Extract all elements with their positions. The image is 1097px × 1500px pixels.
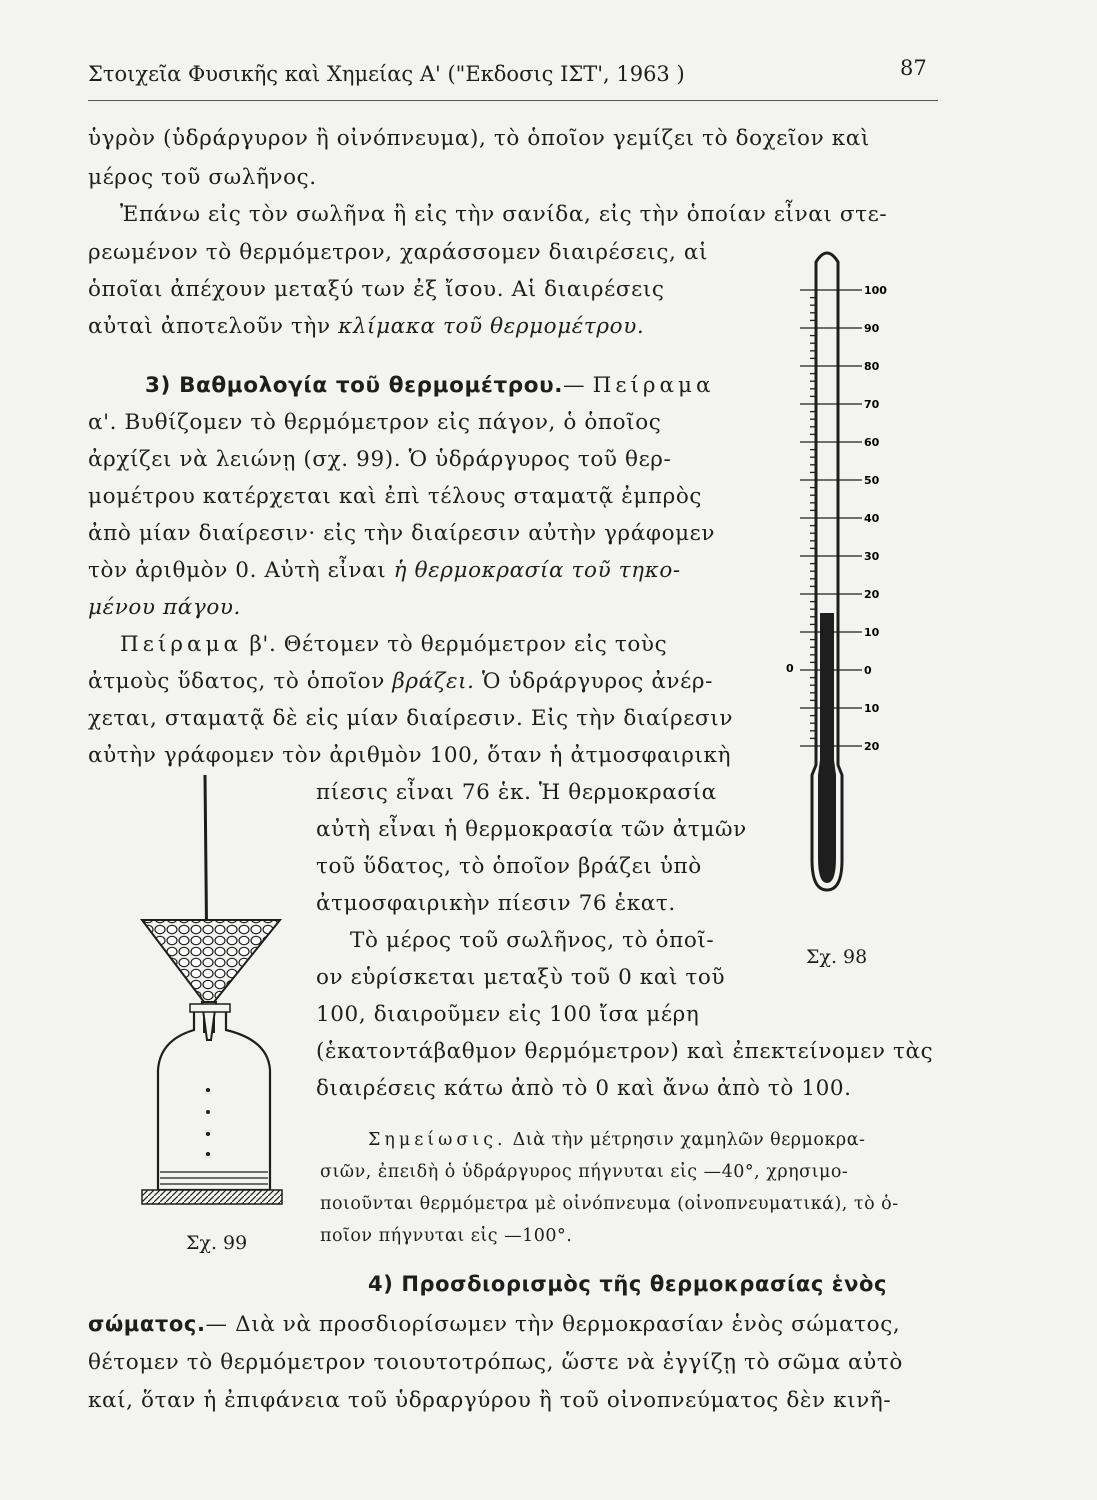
text-line: Πείραμα β'. Θέτομεν τὸ θερμόμετρον εἰς τοὺς [120,632,668,657]
scale-label: 30 [864,550,880,563]
scale-label: 0 [864,664,872,677]
text-line: ἀτμοσφαιρικὴν πίεσιν 76 ἑκατ. [316,891,676,916]
text-line: (ἑκατοντάβαθμον θερμόμετρον) καὶ ἐπεκτείνομεν τὰς [316,1039,934,1064]
scale-label: 20 [864,740,880,753]
note-line: ποιοῦνται θερμόμετρα μὲ οἰνόπνευμα (οἰνοπνευματικά), τὸ ὁ- [320,1194,899,1214]
text-line: τὸν ἀριθμὸν 0. Αὐτὴ εἶναι ἡ θερμοκρασία τοῦ τηκο- [88,558,681,583]
text-line: αὐταὶ ἀποτελοῦν τὴν κλίμακα τοῦ θερμομέτρου. [88,314,645,339]
scale-label: 90 [864,322,880,335]
scale-label: 80 [864,360,880,373]
text-line: ον εὑρίσκεται μεταξὺ τοῦ 0 καὶ τοῦ [316,965,726,990]
note-line: Σημείωσις. Διὰ τὴν μέτρησιν χαμηλῶν θερμοκρα- [368,1130,866,1150]
water-level [160,1172,268,1184]
text-line: μένου πάγου. [88,595,241,620]
text-line: μομέτρου κατέρχεται καὶ ἐπὶ τέλους σταματᾷ ἐμπρὸς [88,484,703,509]
bottle [158,1008,270,1190]
term-ice-temp: ἡ θερμοκρασία τοῦ τηκο- [393,558,681,583]
text-line: ρεωμένον τὸ θερμόμετρον, χαράσσομεν διαιρέσεις, αἱ [88,240,709,265]
scale-label: 50 [864,474,880,487]
text-line: τοῦ ὕδατος, τὸ ὁποῖον βράζει ὑπὸ [316,854,702,879]
note-label: Σημείωσις. [368,1130,507,1150]
scale-label: 70 [864,398,880,411]
hatched-base [142,1190,282,1204]
text-line: ὑγρὸν (ὑδράργυρον ἢ οἰνόπνευμα), τὸ ὁποῖον γεμίζει τὸ δοχεῖον καὶ [88,126,870,151]
text-line: αὐτὴν γράφομεν τὸν ἀριθμὸν 100, ὅταν ἡ ἀτμοσφαιρικὴ [88,743,732,768]
text-line: Τὸ μέρος τοῦ σωλῆνος, τὸ ὁποῖ- [350,928,715,953]
text-line: θέτομεν τὸ θερμόμετρον τοιουτοτρόπως, ὥστε νὰ ἐγγίζῃ τὸ σῶμα αὐτὸ [88,1350,903,1375]
running-title: Στοιχεῖα Φυσικῆς καὶ Χημείας Α' ("Εκδοσις ΙΣΤ', 1963 ) [88,62,685,86]
scale-label: 100 [864,284,887,297]
note-line: ποῖον πήγνυται εἰς —100°. [320,1226,573,1246]
text-line: α'. Βυθίζομεν τὸ θερμόμετρον εἰς πάγον, ὁ ὁποῖος [88,410,662,435]
text-line: μέρος τοῦ σωλῆνος. [88,165,317,190]
page-number: 87 [900,56,927,80]
scale-label: 10 [864,702,880,715]
text-line: καί, ὅταν ἡ ἐπιφάνεια τοῦ ὑδραργύρου ἢ τοῦ οἰνοπνεύματος δὲν κινῆ- [88,1388,892,1413]
text-line: σώματος.— Διὰ νὰ προσδιορίσωμεν τὴν θερμοκρασίαν ἑνὸς σώματος, [88,1312,901,1337]
note-line: σιῶν, ἐπειδὴ ὁ ὑδράργυρος πήγνυται εἰς —40°, χρησιμο- [320,1162,849,1182]
text-line: διαιρέσεις κάτω ἀπὸ τὸ 0 καὶ ἄνω ἀπὸ τὸ 100. [316,1076,852,1101]
text-line: πίεσις εἶναι 76 ἑκ. Ἡ θερμοκρασία [316,780,717,805]
text-line: ὁποῖαι ἀπέχουν μεταξύ των ἐξ ἴσου. Αἱ διαιρέσεις [88,277,665,302]
water-drops [206,1088,210,1156]
section-4-heading: 4) Προσδιορισμὸς τῆς θερμοκρασίας ἑνὸς [368,1272,888,1296]
funnel-bottle-figure [130,770,300,1210]
scale-label: 10 [864,626,880,639]
figure-98-caption: Σχ. 98 [806,946,868,968]
zero-mark: 0 [786,662,794,675]
text-line: Ἐπάνω εἰς τὸν σωλῆνα ἢ εἰς τὴν σανίδα, εἰς τὴν ὁποίαν εἶναι στε- [120,202,888,227]
text-line: ἀτμοὺς ὕδατος, τὸ ὁποῖον βράζει. Ὁ ὑδράργυρος ἀνέρ- [88,669,713,694]
thermometer-figure [770,240,900,900]
section-3-heading-line: 3) Βαθμολογία τοῦ θερμομέτρου.— Πείραμα [145,373,715,398]
text-line: ἀπὸ μίαν διαίρεσιν· εἰς τὴν διαίρεσιν αὐτὴν γράφομεν [88,521,716,546]
section-3-heading: 3) Βαθμολογία τοῦ θερμομέτρου. [145,373,564,398]
figure-99-caption: Σχ. 99 [186,1232,248,1254]
scale-label: 40 [864,512,880,525]
text-line: αὐτὴ εἶναι ἡ θερμοκρασία τῶν ἀτμῶν [316,817,747,842]
thermometer-bulb [818,760,836,883]
term-scale: κλίμακα τοῦ θερμομέτρου. [338,314,645,339]
header-rule [88,100,938,101]
text-line: χεται, σταματᾷ δὲ εἰς μίαν διαίρεσιν. Εἰς τὴν διαίρεσιν [88,706,733,731]
text-line: 100, διαιροῦμεν εἰς 100 ἴσα μέρη [316,1002,700,1027]
scale-label: 20 [864,588,880,601]
mercury-column [820,613,834,765]
bottle-stopper [190,1004,230,1012]
text-line: ἀρχίζει νὰ λειώνῃ (σχ. 99). Ὁ ὑδράργυρος τοῦ θερ- [88,447,672,472]
scale-label: 60 [864,436,880,449]
